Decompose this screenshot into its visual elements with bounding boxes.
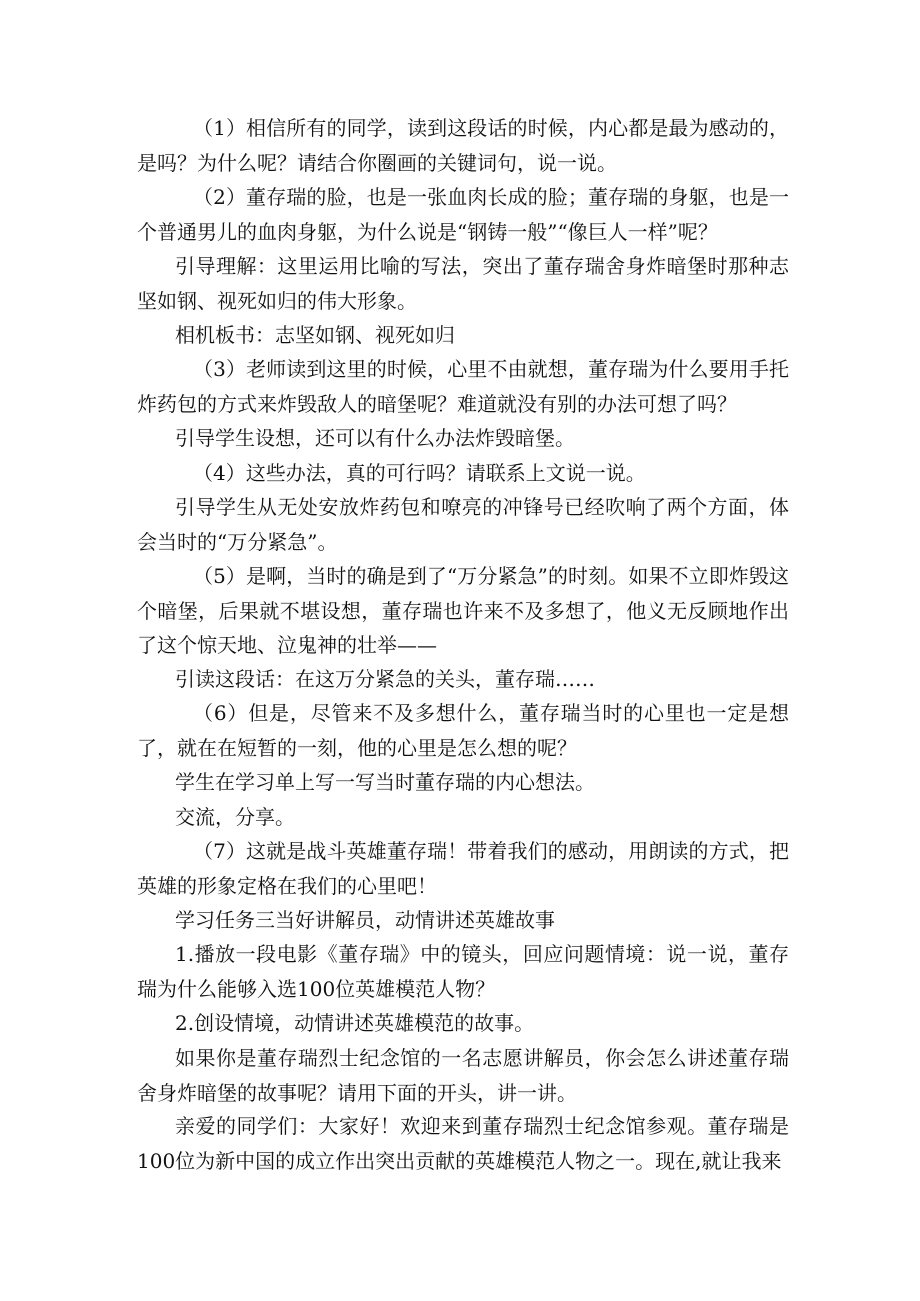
question-1: （1）相信所有的同学，读到这段话的时候，内心都是最为感动的，是吗？为什么呢？请结合你圈画的关键词句，说一说。	[137, 116, 789, 175]
task-3-step-2: 2.创设情境，动情讲述英雄模范的故事。	[175, 1011, 535, 1035]
task-3-heading: 学习任务三当好讲解员，动情讲述英雄故事	[175, 908, 555, 932]
narration-opening: 亲爱的同学们：大家好！欢迎来到董存瑞烈士纪念馆参观。董存瑞是100位为新中国的成立作出突出贡献的英雄模范人物之一。现在,就让我来	[137, 1114, 789, 1173]
narrator-prompt: 如果你是董存瑞烈士纪念馆的一名志愿讲解员，你会怎么讲述董存瑞舍身炸暗堡的故事呢？请用下面的开头，讲一讲。	[137, 1046, 789, 1105]
question-6: （6）但是，尽管来不及多想什么，董存瑞当时的心里也一定是想了，就在在短暂的一刻，他的心里是怎么想的呢？	[137, 701, 789, 760]
guide-urgency: 引导学生从无处安放炸药包和嘹亮的冲锋号已经吹响了两个方面，体会当时的“万分紧急”。	[137, 495, 789, 554]
task-3-step-1: 1.播放一段电影《董存瑞》中的镜头，回应问题情境：说一说，董存瑞为什么能够入选100位英雄模范人物？	[137, 942, 789, 1001]
question-2: （2）董存瑞的脸，也是一张血肉长成的脸；董存瑞的身躯，也是一个普通男儿的血肉身躯，为什么说是“钢铸一般”“像巨人一样”呢？	[137, 185, 789, 244]
guide-understanding: 引导理解：这里运用比喻的写法，突出了董存瑞舍身炸暗堡时那种志坚如钢、视死如归的伟大形象。	[137, 254, 789, 313]
exchange-share: 交流，分享。	[175, 805, 295, 829]
question-4: （4）这些办法，真的可行吗？请联系上文说一说。	[193, 461, 646, 485]
board-writing: 相机板书：志坚如钢、视死如归	[175, 323, 455, 347]
guide-imagine: 引导学生设想，还可以有什么办法炸毁暗堡。	[175, 426, 575, 450]
question-3: （3）老师读到这里的时候，心里不由就想，董存瑞为什么要用手托炸药包的方式来炸毁敌人的暗堡呢？难道就没有别的办法可想了吗？	[137, 357, 789, 416]
student-writing: 学生在学习单上写一写当时董存瑞的内心想法。	[175, 770, 595, 794]
question-7: （7）这就是战斗英雄董存瑞！带着我们的感动，用朗读的方式，把英雄的形象定格在我们的心里吧！	[137, 839, 789, 898]
question-5: （5）是啊，当时的确是到了“万分紧急”的时刻。如果不立即炸毁这个暗堡，后果就不堪设想，董存瑞也许来不及多想了，他义无反顾地作出了这个惊天地、泣鬼神的壮举——	[137, 564, 789, 657]
lead-reading: 引读这段话：在这万分紧急的关头，董存瑞……	[175, 667, 595, 691]
